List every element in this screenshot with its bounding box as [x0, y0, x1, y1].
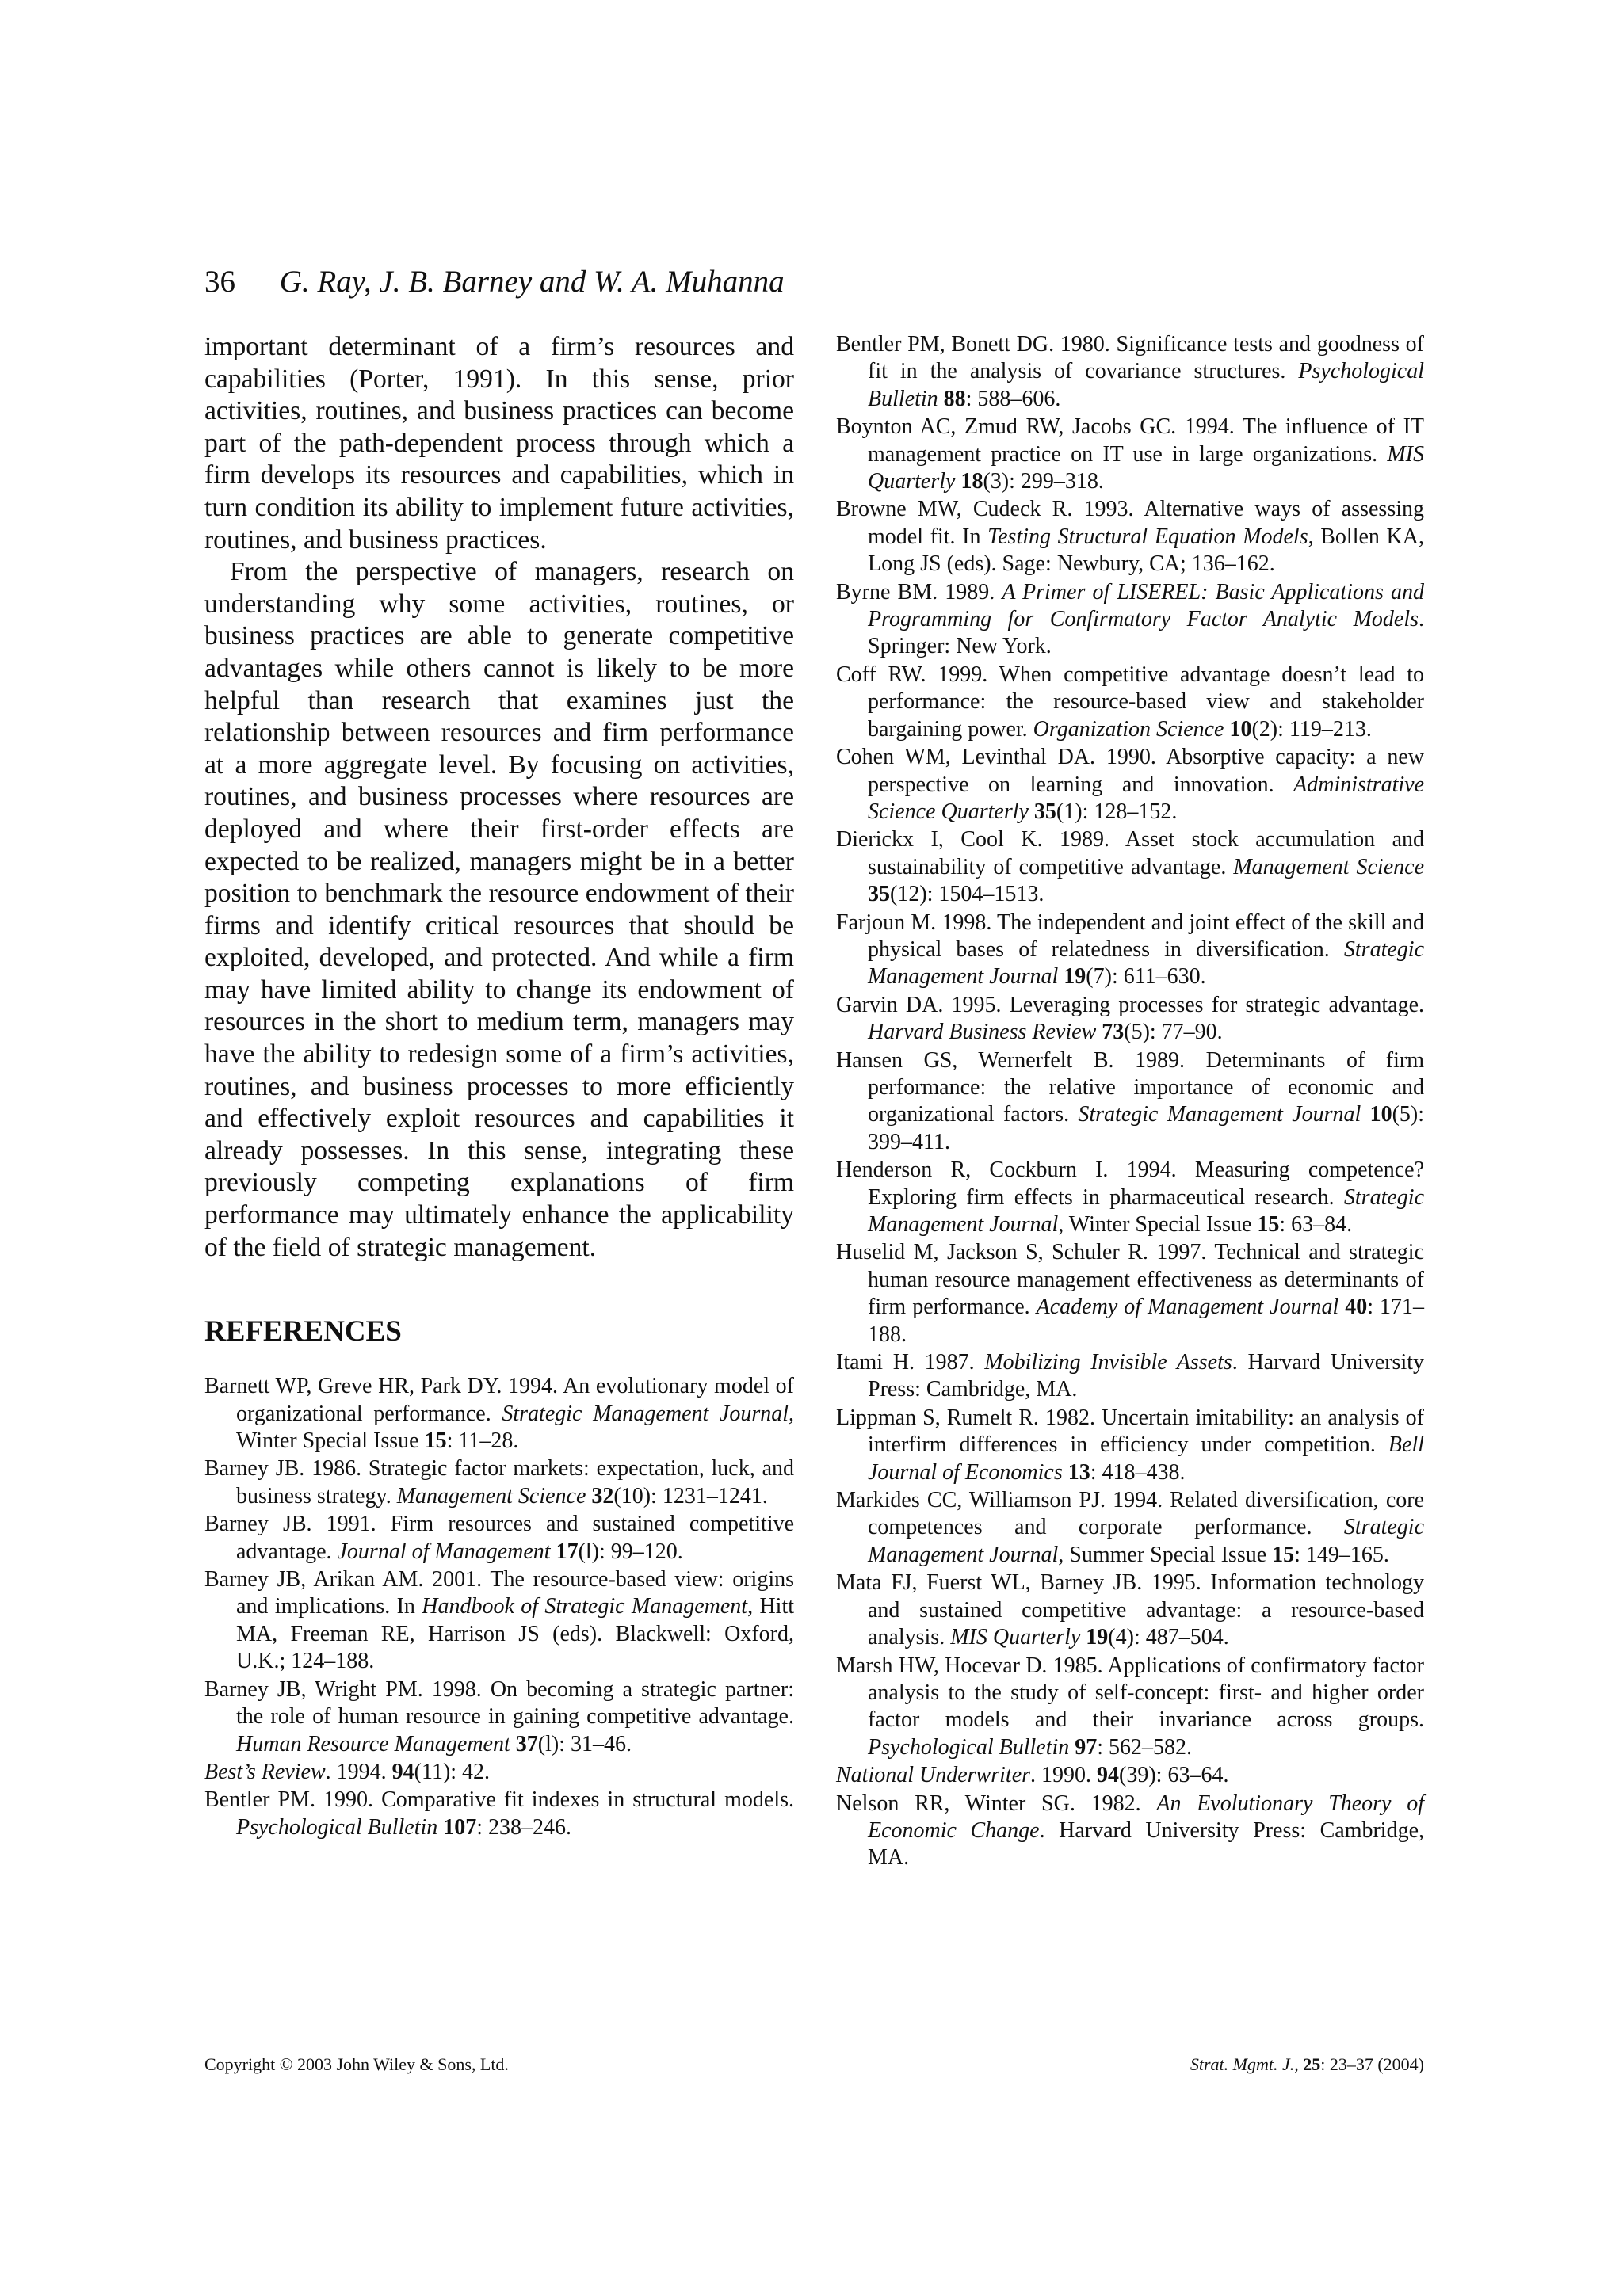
italic-text: Strat. Mgmt. J. — [1190, 2054, 1295, 2074]
text-run: (1): 128–152. — [1056, 799, 1178, 824]
text-run: . Harvard University Press: Cambridge, MA. — [868, 1350, 1425, 1402]
reference-item — [836, 1349, 1424, 1404]
text-run: : 23–37 (2004) — [1320, 2054, 1424, 2074]
text-run: , Summer Special Issue — [1058, 1542, 1273, 1567]
reference-item — [836, 1487, 1424, 1569]
copyright-notice: Copyright © 2003 John Wiley & Sons, Ltd. — [204, 2054, 509, 2074]
references-heading: REFERENCES — [204, 1315, 402, 1348]
italic-text: Handbook of Strategic Management — [422, 1594, 748, 1619]
reference-item — [836, 910, 1424, 991]
text-run — [510, 1732, 516, 1756]
reference-item — [204, 1511, 794, 1566]
text-run: Farjoun M. 1998. The independent and joint effect of the skill and physical bases of relatedness in diversification. — [836, 910, 1424, 962]
text-run: . Springer: New York. — [868, 607, 1424, 659]
text-run: Mata FJ, Fuerst WL, Barney JB. 1995. Information technology and sustained competitive advantage: a resource-based analysis. — [836, 1570, 1424, 1650]
italic-text: Journal of Management — [337, 1539, 551, 1564]
text-run: , Bollen KA, Long JS (eds). Sage: Newbury, CA; 136–162. — [868, 524, 1424, 577]
text-run: , Winter Special Issue — [236, 1401, 795, 1454]
italic-text: Administrative Science Quarterly — [868, 772, 1424, 824]
italic-text: An Evolutionary Theory of Economic Change — [868, 1791, 1424, 1843]
text-run: Bentler PM. 1990. Comparative fit indexes in structural models. — [204, 1787, 794, 1813]
italic-text: Best’s Review — [204, 1759, 326, 1784]
text-run: Byrne BM. 1989. — [836, 579, 1002, 605]
text-run: Boynton AC, Zmud RW, Jacobs GC. 1994. The influence of IT management practice on IT use in large organizations. — [836, 414, 1424, 467]
text-run: Henderson R, Cockburn I. 1994. Measuring competence? Exploring firm effects in pharmaceutical research. — [836, 1158, 1424, 1210]
bold-text: 37 — [515, 1731, 538, 1756]
reference-item — [836, 826, 1424, 908]
bold-text: 19 — [1064, 964, 1086, 990]
reference-item — [204, 1566, 794, 1676]
text-run: (l): 99–120. — [578, 1539, 683, 1564]
text-run: Markides CC, Williamson PJ. 1994. Related diversification, core competences and corporate performance. — [836, 1488, 1424, 1540]
text-run: Barney JB. 1991. Firm resources and sustained competitive advantage. — [204, 1512, 794, 1564]
italic-text: Human Resource Management — [236, 1731, 510, 1756]
reference-item — [836, 662, 1424, 743]
text-run: (7): 611–630. — [1086, 964, 1206, 990]
text-run: (3): 299–318. — [983, 469, 1104, 494]
journal-citation — [1190, 2054, 1424, 2076]
text-run: : 238–246. — [476, 1814, 572, 1840]
right-column — [836, 331, 1424, 1873]
left-column — [204, 331, 794, 1842]
reference-item — [836, 1762, 1424, 1789]
reference-item — [204, 1759, 794, 1786]
reference-item — [836, 1405, 1424, 1486]
text-run: Cohen WM, Levinthal DA. 1990. Absorptive capacity: a new perspective on learning and innovation. — [836, 745, 1424, 797]
italic-text: Bell Journal of Economics — [868, 1432, 1424, 1485]
reference-item — [836, 414, 1424, 495]
text-run: (39): 63–64. — [1119, 1763, 1229, 1788]
bold-text: 97 — [1075, 1734, 1098, 1760]
text-run: , Winter Special Issue — [1058, 1212, 1258, 1237]
text-run: (5): 399–411. — [868, 1102, 1425, 1154]
italic-text: Strategic Management Journal — [502, 1401, 789, 1426]
reference-item — [836, 992, 1424, 1047]
reference-item — [204, 1373, 794, 1455]
text-run: Hansen GS, Wernerfelt B. 1989. Determinants of firm performance: the relative importance of economic and organizational factors. — [836, 1047, 1424, 1127]
bold-text: 35 — [868, 882, 890, 907]
italic-text: MIS Quarterly — [868, 441, 1424, 494]
body-paragraph: important determinant of a firm’s resources and capabilities (Porter, 1991). In this sense, prior activities, routines, and business practices can become part of the path-dependent process through which a firm develops its resources and capabilities, which in turn condition its ability to implement future activities, routines, and business practices. — [204, 332, 794, 555]
text-run — [551, 1539, 556, 1564]
page-number: 36 — [204, 265, 235, 299]
text-run: : 588–606. — [965, 386, 1061, 411]
text-run: Dierickx I, Cool K. 1989. Asset stock accumulation and sustainability of competitive advantage. — [836, 827, 1424, 879]
body-paragraph: From the perspective of managers, research on understanding why some activities, routines, or business practices are able to generate competitive advantages while others cannot is likely to be more helpful than research that examines just the relationship between resources and firm performance at a more aggregate level. By focusing on activities, routines, and business processes where resources are deployed and where their first-order effects are expected to be realized, managers might be in a better position to benchmark the resource endowment of their firms and identify critical resources that should be exploited, developed, and protected. And while a firm may have limited ability to change its endowment of resources in the short to medium term, managers may have the ability to redesign some of a firm’s activities, routines, and business processes to more efficiently and effectively exploit resources and capabilities it already possesses. In this sense, integrating these previously competing explanations of firm performance may ultimately enhance the applicability of the field of strategic management. — [204, 557, 794, 1262]
bold-text: 15 — [1272, 1542, 1295, 1567]
text-run: Browne MW, Cudeck R. 1993. Alternative ways of assessing model fit. In — [836, 497, 1424, 549]
italic-text: Strategic Management Journal — [868, 936, 1424, 990]
reference-item — [836, 1239, 1424, 1348]
bold-text: 17 — [556, 1539, 579, 1564]
italic-text: Testing Structural Equation Models — [987, 524, 1308, 549]
text-run: Marsh HW, Hocevar D. 1985. Applications of confirmatory factor analysis to the study of self-concept: first- and higher order factor models and their invariance across groups. — [836, 1653, 1424, 1733]
text-run — [1063, 1460, 1068, 1485]
italic-text: Harvard Business Review — [868, 1020, 1097, 1045]
bold-text: 18 — [960, 469, 983, 494]
text-run: , Hitt MA, Freeman RE, Harrison JS (eds). Blackwell: Oxford, U.K.; 124–188. — [236, 1594, 795, 1674]
italic-text: A Primer of LISEREL: Basic Applications and Programming for Confirmatory Factor Analytic Models — [868, 579, 1424, 632]
running-header-authors: G. Ray, J. B. Barney and W. A. Muhanna — [279, 265, 785, 299]
text-run — [1029, 799, 1034, 824]
reference-item — [204, 1676, 794, 1758]
bold-text: 15 — [1257, 1212, 1280, 1237]
text-run: (2): 119–213. — [1251, 716, 1372, 742]
reference-item — [204, 1787, 794, 1841]
text-run: (10): 1231–1241. — [613, 1483, 768, 1508]
text-run: Bentler PM, Bonett DG. 1980. Significance tests and goodness of fit in the analysis of covariance structures. — [836, 332, 1424, 384]
text-run: Huselid M, Jackson S, Schuler R. 1997. Technical and strategic human resource management effectiveness as determinants of firm performance. — [836, 1240, 1424, 1320]
italic-text: Organization Science — [1033, 716, 1224, 742]
text-run: , — [1294, 2054, 1304, 2074]
reference-item — [836, 744, 1424, 826]
reference-list-left — [204, 1373, 794, 1841]
reference-item — [836, 496, 1424, 578]
bold-text: 94 — [391, 1759, 414, 1784]
bold-text: 73 — [1102, 1020, 1125, 1045]
reference-item — [836, 331, 1424, 413]
reference-item — [836, 1653, 1424, 1762]
text-run: : 149–165. — [1294, 1542, 1389, 1567]
italic-text: Psychological Bulletin — [868, 359, 1424, 411]
text-run: (l): 31–46. — [537, 1731, 632, 1756]
text-run: (4): 487–504. — [1108, 1625, 1229, 1650]
text-run: : 171–188. — [868, 1295, 1425, 1347]
text-run: Nelson RR, Winter SG. 1982. — [836, 1791, 1157, 1816]
text-run: . 1990. — [1030, 1763, 1098, 1788]
bold-text: 107 — [443, 1814, 477, 1840]
text-run: Barney JB, Arikan AM. 2001. The resource-based view: origins and implications. In — [204, 1567, 794, 1619]
text-run — [938, 387, 944, 411]
text-run: : 418–438. — [1090, 1459, 1186, 1485]
text-run: Coff RW. 1999. When competitive advantage doesn’t lead to performance: the resource-based view and stakeholder bargaining power. — [836, 662, 1424, 742]
text-run: Barney JB, Wright PM. 1998. On becoming a strategic partner: the role of human resource in gaining competitive advantage. — [204, 1676, 794, 1730]
text-run: : 63–84. — [1279, 1212, 1353, 1237]
reference-item — [836, 1569, 1424, 1651]
italic-text: National Underwriter — [836, 1763, 1031, 1788]
bold-text: 88 — [943, 386, 966, 411]
bold-text: 25 — [1303, 2054, 1321, 2074]
reference-list-right — [836, 331, 1424, 1872]
italic-text: Strategic Management Journal — [868, 1184, 1424, 1237]
italic-text: Psychological Bulletin — [868, 1734, 1070, 1760]
bold-text: 10 — [1229, 716, 1252, 742]
text-run: . 1994. — [325, 1759, 392, 1784]
reference-item — [836, 1157, 1424, 1238]
reference-item — [836, 579, 1424, 661]
text-run: : 11–28. — [446, 1428, 519, 1454]
text-run: Lippman S, Rumelt R. 1982. Uncertain imitability: an analysis of interfirm differences in efficiency under competition. — [836, 1405, 1424, 1458]
italic-text: Psychological Bulletin — [236, 1814, 438, 1840]
italic-text: Strategic Management Journal — [868, 1515, 1424, 1567]
text-run: (12): 1504–1513. — [890, 882, 1044, 907]
italic-text: Academy of Management Journal — [1036, 1295, 1339, 1320]
italic-text: Mobilizing Invisible Assets — [984, 1350, 1232, 1375]
text-run: . Harvard University Press: Cambridge, MA. — [868, 1817, 1425, 1871]
bold-text: 40 — [1345, 1295, 1368, 1320]
text-run: : 562–582. — [1097, 1734, 1193, 1760]
italic-text: Strategic Management Journal — [1078, 1102, 1361, 1127]
italic-text: Management Science — [396, 1483, 586, 1508]
bold-text: 94 — [1097, 1763, 1120, 1788]
bold-text: 19 — [1086, 1625, 1109, 1650]
bold-text: 15 — [424, 1428, 447, 1454]
reference-item — [204, 1455, 794, 1510]
bold-text: 32 — [591, 1483, 614, 1508]
text-run: Barney JB. 1986. Strategic factor markets: expectation, luck, and business strategy. — [204, 1456, 794, 1508]
reference-item — [836, 1047, 1424, 1157]
bold-text: 35 — [1033, 799, 1056, 824]
text-run: Garvin DA. 1995. Leveraging processes for strategic advantage. — [836, 992, 1424, 1017]
reference-item — [836, 1791, 1424, 1872]
italic-text: MIS Quarterly — [950, 1625, 1081, 1650]
italic-text: Management Science — [1233, 854, 1424, 879]
bold-text: 13 — [1067, 1459, 1090, 1485]
text-run: Itami H. 1987. — [836, 1350, 985, 1375]
text-run: (5): 77–90. — [1124, 1020, 1223, 1045]
text-run — [1361, 1102, 1369, 1127]
text-run: Barnett WP, Greve HR, Park DY. 1994. An evolutionary model of organizational performance. — [204, 1374, 794, 1426]
bold-text: 10 — [1369, 1102, 1392, 1127]
text-run: (11): 42. — [414, 1759, 491, 1784]
running-header — [204, 265, 785, 299]
